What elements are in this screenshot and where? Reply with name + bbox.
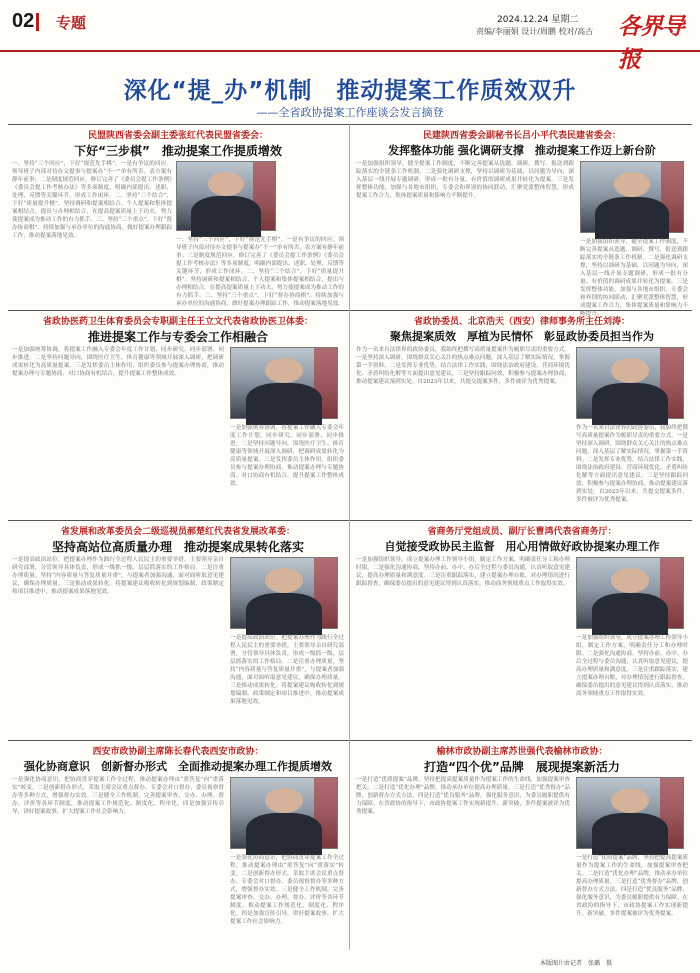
speaker-photo: [576, 557, 684, 629]
column-name: 专题: [56, 14, 87, 32]
column-divider: [349, 124, 350, 950]
article-body: 一是加强统筹协调，将提案工作融入专委会年度工作计划，同步研究、同步部署、同步推进。二是坚持问题导向，围绕医疗卫生、体育健康等领域开展深入调研，把调研成果转化为高质量提案。三是发挥委员主体作用，组织委员参与提案办理协商，推动提案办理与专题协商、对口协商有机结合，提升提案工作整体成效。: [12, 347, 224, 377]
article-body: 一是加强组织领导，健全提案工作制度，不断完善提案从选题、调研、撰写、报送到跟踪落实的全链条工作机制。二是强化调研支撑，坚持以调研为基础，以问题为导向，深入基层一线开展专题调研，形成一批有分量、有价值的调研成果并转化为提案。三是发挥整体功能，加强与各地市组织、专委会和界别的协同联动，汇聚党派整体智慧，形成提案工作合力，集体提案质量和影响力不断提升。: [356, 161, 574, 199]
speaker-photo: [176, 161, 276, 231]
speaker-line: 省政协医药卫生体育委员会专职副主任王立文代表省政协医卫体委：: [42, 317, 313, 327]
article-body: 一是强化协商意识，把协商贯穿提案工作全过程，推动提案办理由“重答复”向“重落实”转变。二是创新督办形式，采取主席会议重点督办、专委会对口督办、委员视察督办等多种方式，增强督办实效。三是健全工作机制，完善提案审查、交办、办理、督办、评价等各环节制度，推动提案工作规范化、制度化、程序化。四是加强宣传引导，讲好提案故事，扩大提案工作社会影响力。: [12, 777, 224, 815]
article-body-continued: 一是强化协商意识，把协商贯穿提案工作全过程，推动提案办理由“重答复”向“重落实”转变。二是创新督办形式，采取主席会议重点督办、专委会对口督办、委员视察督办等多种方式，增强督办实效。三是健全工作机制，完善提案审查、交办、办理、督办、评价等各环节制度，推动提案工作规范化、制度化、程序化。四是加强宣传引导，讲好提案故事，扩大提案工作社会影响力。: [230, 855, 344, 925]
page-divider: [36, 13, 39, 31]
article-body-continued: 一是加强组织领导，成立提案办理工作领导小组，制定工作方案，明确责任分工和办理时限。二是强化沟通协商，坚持办前、办中、办后全过程与委员沟通，认真听取意见建议，提高办理质量和满意度。三是注重跟踪落实，建立提案办理台账，对办理情况进行跟踪督查，确保委员提出的意见建议得到认真落实，推动商务领域重点工作取得实效。: [576, 635, 688, 697]
article-body: 一是加强组织领导，成立提案办理工作领导小组，制定工作方案，明确责任分工和办理时限。二是强化沟通协商，坚持办前、办中、办后全过程与委员沟通，认真听取意见建议，提高办理质量和满意度。三是注重跟踪落实，建立提案办理台账，对办理情况进行跟踪督查，确保委员提出的意见建议得到认真落实，推动商务领域重点工作取得实效。: [356, 557, 570, 587]
divider: [8, 124, 692, 125]
speaker-photo: [230, 777, 338, 849]
article-title: 下好“三步棋” 推动提案工作提质增效: [74, 144, 282, 158]
divider: [8, 740, 692, 741]
speaker-line: 省商务厅党组成员、副厅长曹鸿代表省商务厅：: [427, 527, 617, 537]
article-title: 推进提案工作与专委会工作相融合: [87, 330, 268, 344]
page-number: 02: [12, 10, 35, 32]
article-title: 强化协商意识 创新督办形式 全面推动提案办理工作提质增效: [24, 760, 332, 773]
article-title: 打造“四个优”品牌 展现提案新活力: [424, 760, 620, 774]
speaker-line: 民建陕西省委会副秘书长吕小平代表民建省委会：: [422, 131, 621, 141]
newspaper-logo: 各界导报: [618, 13, 684, 73]
issue-date: 2024.12.24 星期二: [497, 15, 579, 25]
article-body: 一是提高政治站位。把提案办理作为践行全过程人民民主的重要举措，主要领导亲自研究部署，分管领导具体负责，形成一级抓一级、层层抓落实的工作格局。二是注重办理质量。坚持“内容质量与答复质量并重”，与提案者加强沟通，面对面听取意见建议，确保办理质量。三是推动成果转化。将提案建议吸收转化到规划编制、政策制定和项目推进中，推动提案成果落地见效。: [12, 557, 224, 595]
article-body: 作为一名来自法律界的政协委员，我始终把撰写高质量提案作为履职尽责的重要方式。一是坚持深入调研，围绕群众关心关注的热点难点问题，深入基层了解实际情况，掌握第一手资料。二是发挥专业优势，结合法律工作实践，围绕法治政府建设、营商环境优化、矛盾纠纷化解等方面提出意见建议。三是坚持跟踪问效，积极参与提案办理协商，推动提案建议落到实处。自2023年以来，共提交提案多件，多件被评为优秀提案。: [356, 347, 570, 385]
divider: [8, 520, 692, 521]
speaker-photo: [580, 161, 684, 233]
speaker-photo: [230, 557, 338, 629]
article-body-continued: 一、坚持“三个回应”，下好“规范先手棋”。一是有争议的回应。领导班子内部对待办文提事与提案办“不一”单有所否，表方案有静年前事；二是制度规范回应。修订完善了《委员会提工作条例》《委员会提工作考核办法》等多项制度，明确内部提出、述职、处理、反馈等关键环节，形成工作闭环。二、坚持“三个结合”，下好“质量提升棋”。坚持调研和提案相结合、个人提案和集体提案相结合，提出与办理相结合，在提高提案质量上下功夫，努力使提案成为推动工作的有力抓手。三、坚持“三个重点”，下好“督办协商棋”。持续加强与承办单位的沟通协商，做好提案办理跟踪工作，推动提案落地见效。: [176, 237, 344, 307]
speaker-line: 民盟陕西省委会副主委张红代表民盟省委会：: [87, 131, 268, 141]
article-body-continued: 一是打造“优质提案”品牌，坚持把提高提案质量作为提案工作的生命线，加强提案审查把关。二是打造“优化办理”品牌，推动承办单位提高办理质量。三是打造“优秀督办”品牌，创新督办方式方法。四是打造“优良服务”品牌，强化服务意识，为委员履职提供有力保障。在省政协的指导下，市政协提案工作实现新提升、新突破，多件提案被评为优秀提案。: [576, 855, 689, 917]
page-headline: 深化“提_办”机制 推动提案工作质效双升: [123, 78, 577, 104]
speaker-line: 西安市政协副主席陈长春代表西安市政协：: [92, 747, 264, 757]
photo-credit: 本版图片由记者 张璐 摄: [540, 960, 613, 967]
editor-line: 责编/李丽娟 设计/周鹏 校对/高古: [476, 27, 594, 36]
speaker-photo: [230, 347, 338, 419]
article-title: 聚焦提案质效 厚植为民情怀 彰显政协委员担当作为: [390, 330, 654, 343]
article-title: 自觉接受政协民主监督 用心用情做好政协提案办理工作: [384, 540, 660, 553]
speaker-line: 榆林市政协副主席苏世强代表榆林市政协：: [436, 747, 608, 757]
article-body-continued: 作为一名来自法律界的政协委员，我始终把撰写高质量提案作为履职尽责的重要方式。一是坚持深入调研，围绕群众关心关注的热点难点问题，深入基层了解实际情况，掌握第一手资料。二是发挥专业优势，结合法律工作实践，围绕法治政府建设、营商环境优化、矛盾纠纷化解等方面提出意见建议。三是坚持跟踪问效，积极参与提案办理协商，推动提案建议落到实处。自2023年以来，共提交提案多件，多件被评为优秀提案。: [576, 425, 688, 503]
article-body: 一是打造“优质提案”品牌，坚持把提高提案质量作为提案工作的生命线，加强提案审查把关。二是打造“优化办理”品牌，推动承办单位提高办理质量。三是打造“优秀督办”品牌，创新督办方式方法。四是打造“优良服务”品牌，强化服务意识，为委员履职提供有力保障。在省政协的指导下，市政协提案工作实现新提升、新突破，多件提案被评为优秀提案。: [356, 777, 570, 815]
article-title: 发挥整体功能 强化调研支撑 推动提案工作迈上新台阶: [388, 144, 656, 157]
article-body-continued: 一是加强组织领导，健全提案工作制度，不断完善提案从选题、调研、撰写、报送到跟踪落实的全链条工作机制。二是强化调研支撑，坚持以调研为基础，以问题为导向，深入基层一线开展专题调研，形成一批有分量、有价值的调研成果并转化为提案。三是发挥整体功能，加强与各地市组织、专委会和界别的协同联动，汇聚党派整体智慧，形成提案工作合力，集体提案质量和影响力不断提升。: [580, 239, 688, 317]
speaker-photo: [576, 777, 684, 849]
article-body-continued: 一是提高政治站位。把提案办理作为践行全过程人民民主的重要举措，主要领导亲自研究部署，分管领导具体负责，形成一级抓一级、层层抓落实的工作格局。二是注重办理质量。坚持“内容质量与答复质量并重”，与提案者加强沟通，面对面听取意见建议，确保办理质量。三是推动成果转化。将提案建议吸收转化到规划编制、政策制定和项目推进中，推动提案成果落地见效。: [230, 635, 344, 705]
masthead: [0, 0, 700, 73]
speaker-line: 省政协委员、北京浩天（西安）律师事务所主任刘涛：: [413, 317, 630, 327]
article-body: 一、坚持“三个回应”，下好“规范先手棋”。一是有争议的回应。领导班子内部对待办文提事与提案办“不一”单有所否，表方案有静年前事；二是制度规范回应。修订完善了《委员会提工作条例》《委员会提工作考核办法》等多项制度，明确内部提出、述职、处理、反馈等关键环节，形成工作闭环。二、坚持“三个结合”，下好“质量提升棋”。坚持调研和提案相结合、个人提案和集体提案相结合，提出与办理相结合，在提高提案质量上下功夫，努力使提案成为推动工作的有力抓手。三、坚持“三个重点”，下好“督办协商棋”。持续加强与承办单位的沟通协商，做好提案办理跟踪工作，推动提案落地见效。: [12, 161, 172, 239]
speaker-line: 省发展和改革委员会二级巡视员郝楚红代表省发展改革委：: [60, 527, 295, 537]
speaker-photo: [576, 347, 684, 419]
article-body-continued: 一是加强统筹协调，将提案工作融入专委会年度工作计划，同步研究、同步部署、同步推进。二是坚持问题导向，围绕医疗卫生、体育健康等领域开展深入调研，把调研成果转化为高质量提案。三是发挥委员主体作用，组织委员参与提案办理协商，推动提案办理与专题协商、对口协商有机结合，提升提案工作整体成效。: [230, 425, 344, 487]
page-subhead: ——全省政协提案工作座谈会发言摘登: [256, 106, 444, 119]
article-title: 坚持高站位高质量办理 推动提案成果转化落实: [51, 540, 304, 554]
